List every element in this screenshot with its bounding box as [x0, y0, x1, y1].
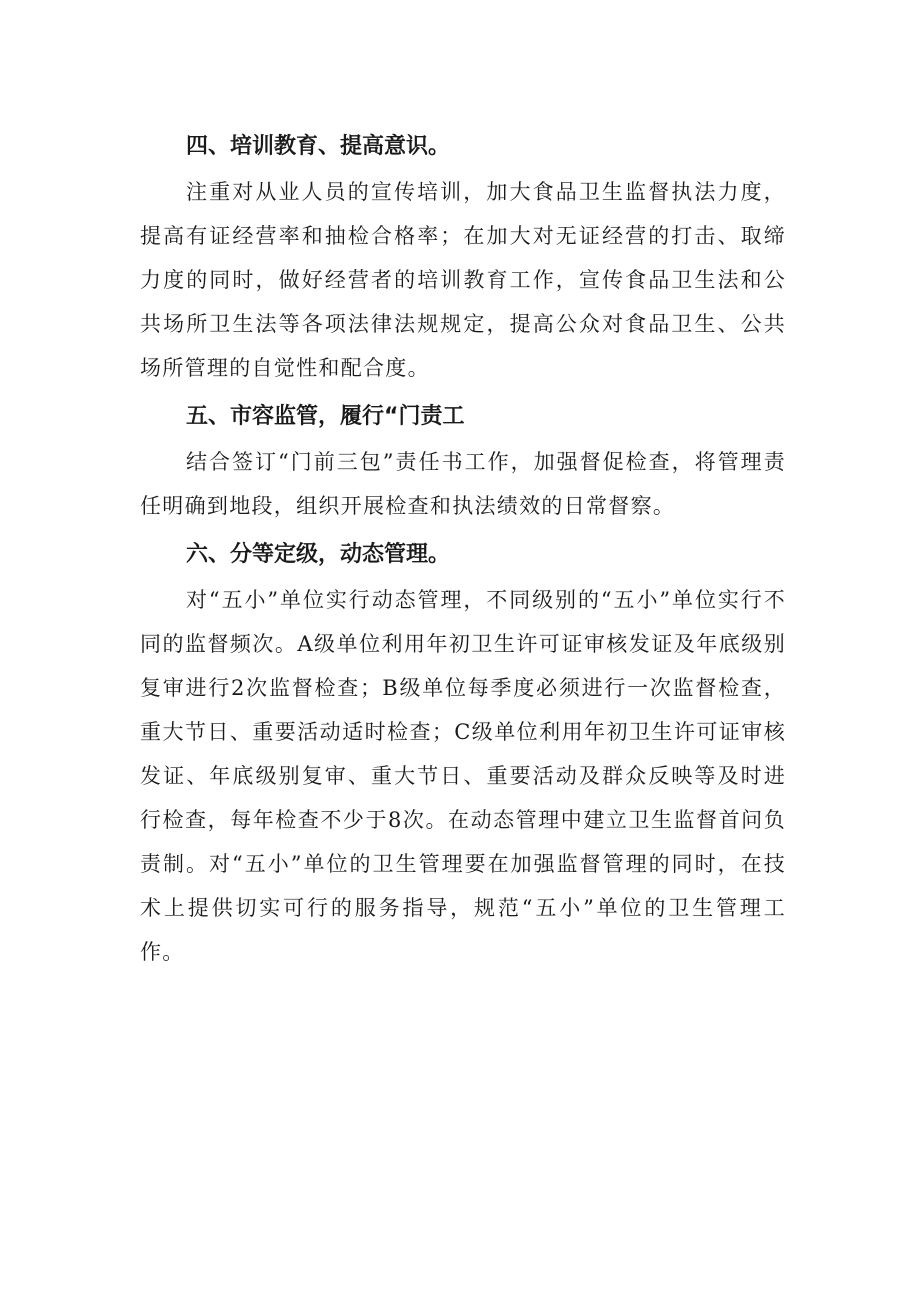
section-paragraph-4: 注重对从业人员的宣传培训，加大食品卫生监督执法力度，提高有证经营率和抽检合格率；在加大对无证经营的打击、取缔力度的同时，做好经营者的培训教育工作，宣传食品卫生法和公共场所卫生法等各项法律法规规定，提高公众对食品卫生、公共场所管理的自觉性和配合度。: [140, 180, 786, 380]
section-heading-5: 五、市容监管，履行“门责工: [186, 404, 465, 429]
section-paragraph-6: 对“五小”单位实行动态管理，不同级别的“五小”单位实行不同的监督频次。A级单位利用年初卫生许可证审核发证及年底级别复审进行2次监督检查；B级单位每季度必须进行一次监督检查，重大节日、重要活动适时检查；C级单位利用年初卫生许可证审核发证、年底级别复审、重大节日、重要活动及群众反映等及时进行检查，每年检查不少于8次。在动态管理中建立卫生监督首问负责制。对“五小”单位的卫生管理要在加强监督管理的同时，在技术上提供切实可行的服务指导，规范“五小”单位的卫生管理工作。: [140, 588, 786, 964]
section-heading-4: 四、培训教育、提高意识。: [186, 134, 451, 159]
section-heading-6: 六、分等定级，动态管理。: [186, 542, 451, 567]
document-body: [140, 124, 786, 974]
section-paragraph-5: 结合签订“门前三包”责任书工作，加强督促检查，将管理责任明确到地段，组织开展检查和执法绩效的日常督察。: [140, 450, 786, 518]
